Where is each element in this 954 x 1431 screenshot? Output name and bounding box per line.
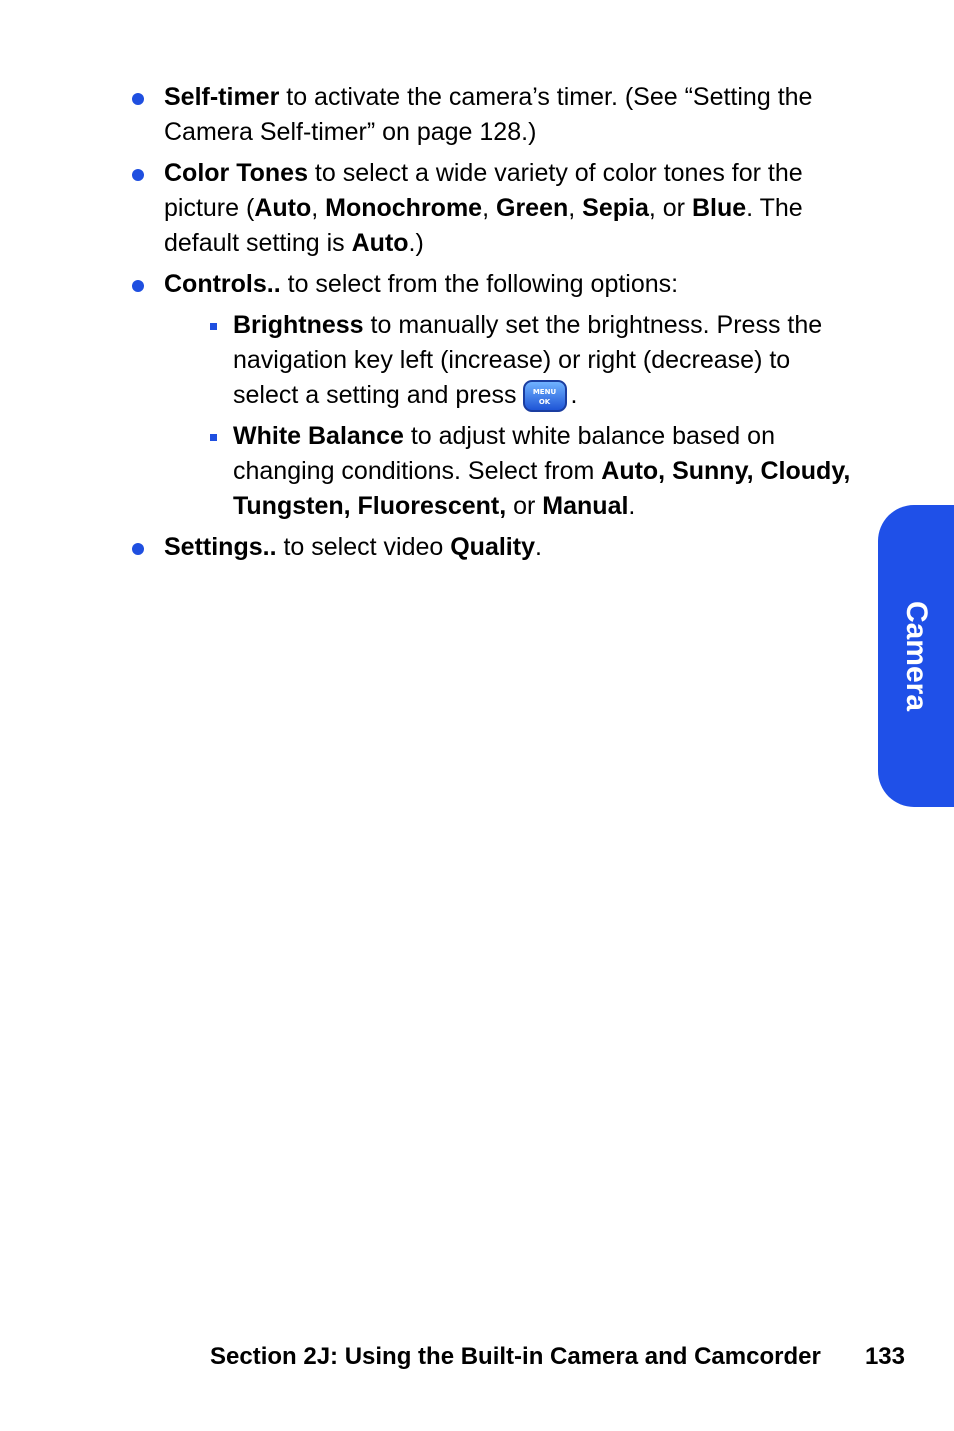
white-balance-options: Auto, Sunny, Cloudy, Tungsten, Fluorescent, — [233, 457, 851, 520]
desc-white-balance: to adjust white balance based on changing conditions. Select from — [233, 422, 775, 485]
option-sepia: Sepia — [582, 194, 649, 222]
closing-paren: .) — [408, 229, 424, 257]
option-manual: Manual — [542, 492, 629, 520]
footer-section-title: Section 2J: Using the Built-in Camera and Camcorder — [210, 1343, 821, 1370]
page-number: 133 — [864, 1343, 905, 1370]
term-self-timer: Self-timer — [164, 83, 280, 111]
desc-controls: to select from the following options: — [280, 270, 679, 298]
bullet-icon — [132, 280, 144, 292]
term-white-balance: White Balance — [233, 422, 404, 450]
option-quality: Quality — [450, 533, 535, 561]
page-footer — [0, 1343, 954, 1379]
key-label-menu: MENU — [532, 388, 557, 397]
separator: , — [311, 194, 326, 222]
desc-default: . The default setting is — [164, 194, 803, 257]
section-side-tab — [878, 505, 954, 807]
desc-self-timer: to activate the camera’s timer. (See “Setting the Camera Self-timer” on page 128.) — [164, 83, 813, 146]
desc-color-tones: to select a wide variety of color tones for the picture ( — [164, 159, 803, 222]
term-color-tones: Color Tones — [164, 159, 308, 187]
sub-item-white-balance — [128, 419, 853, 524]
separator: , or — [648, 194, 692, 222]
option-green: Green — [496, 194, 569, 222]
list-item-color-tones — [128, 156, 853, 261]
page-content — [128, 80, 853, 571]
list-item-settings — [128, 530, 853, 565]
list-item-self-timer — [128, 80, 853, 150]
option-blue: Blue — [691, 194, 747, 222]
sub-item-brightness — [128, 308, 853, 413]
period: . — [628, 492, 636, 520]
menu-ok-key-icon — [523, 380, 567, 412]
default-auto: Auto — [351, 229, 409, 257]
separator: , — [568, 194, 583, 222]
square-bullet-icon — [210, 323, 217, 330]
option-auto: Auto — [254, 194, 312, 222]
key-label-ok: OK — [538, 398, 551, 407]
bullet-icon — [132, 169, 144, 181]
list-item-controls — [128, 267, 853, 302]
desc-settings: to select video — [276, 533, 451, 561]
term-settings: Settings.. — [164, 533, 277, 561]
option-monochrome: Monochrome — [325, 194, 483, 222]
square-bullet-icon — [210, 434, 217, 441]
term-controls: Controls.. — [164, 270, 281, 298]
bullet-icon — [132, 543, 144, 555]
side-tab-label: Camera — [900, 600, 933, 712]
period: . — [534, 533, 542, 561]
term-brightness: Brightness — [233, 311, 364, 339]
desc-brightness: to manually set the brightness. Press the navigation key left (increase) or right (decrease) to select a setting and press — [233, 311, 823, 409]
bullet-icon — [132, 93, 144, 105]
period: . — [570, 381, 578, 409]
conjunction: or — [506, 492, 543, 520]
separator: , — [482, 194, 496, 222]
